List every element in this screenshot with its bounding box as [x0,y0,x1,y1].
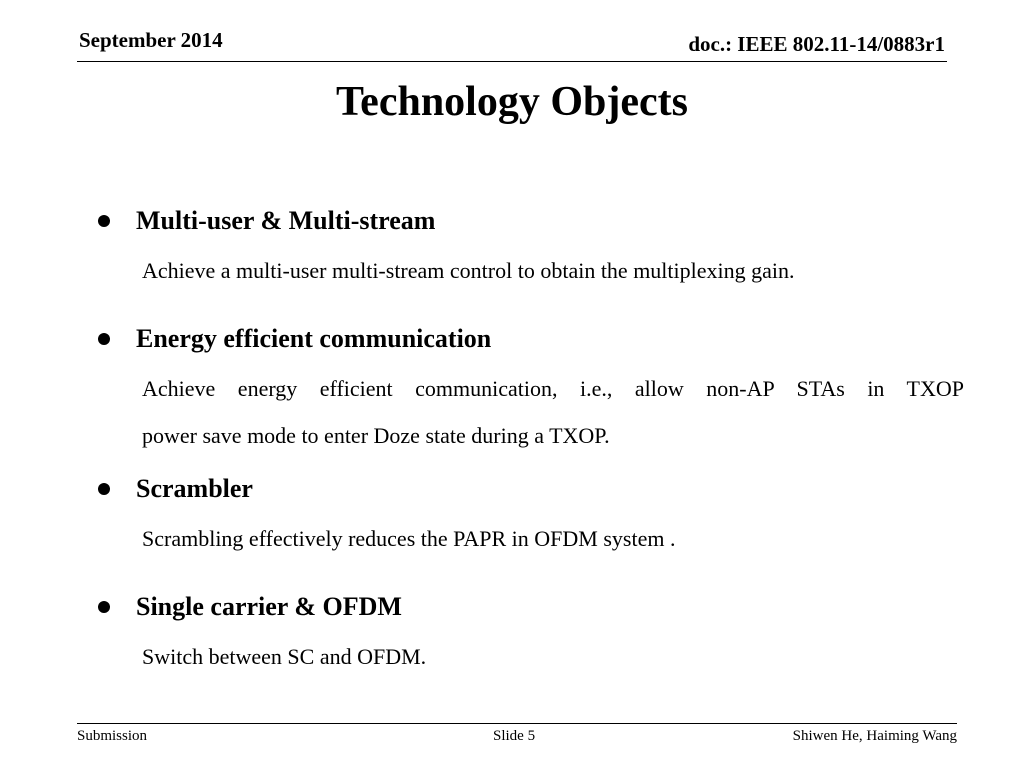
bullet-heading: Scrambler [136,474,253,503]
bullet-item-scrambler [98,473,253,505]
bullet-heading: Multi-user & Multi-stream [136,206,436,235]
header-doc-id: doc.: IEEE 802.11-14/0883r1 [688,32,945,56]
bullet-item-single-carrier [98,591,402,623]
header-divider [77,61,947,62]
footer-submission: Submission [77,728,148,744]
bullet-body-line: Switch between SC and OFDM. [142,644,427,669]
slide-title: Technology Objects [336,79,688,125]
bullet-item-energy [98,323,491,355]
footer-slide-number: Slide 5 [493,728,536,744]
bullet-dot-icon [98,333,110,345]
bullet-heading: Energy efficient communication [136,324,492,353]
footer-divider [77,723,957,724]
bullet-body-line: Scrambling effectively reduces the PAPR in OFDM system . [142,526,676,551]
bullet-body-line: Achieve a multi-user multi-stream control to obtain the multiplexing gain. [142,258,795,283]
header-date: September 2014 [79,28,223,52]
bullet-heading: Single carrier & OFDM [136,592,402,621]
bullet-dot-icon [98,483,110,495]
bullet-body-line: power save mode to enter Doze state during a TXOP. [142,423,610,448]
bullet-dot-icon [98,215,110,227]
bullet-item-multi-user [98,205,435,237]
bullet-dot-icon [98,601,110,613]
footer-authors: Shiwen He, Haiming Wang [792,728,957,744]
bullet-body-line: Achieve energy efficient communication, i.e., allow non-AP STAs in TXOP [142,376,964,401]
